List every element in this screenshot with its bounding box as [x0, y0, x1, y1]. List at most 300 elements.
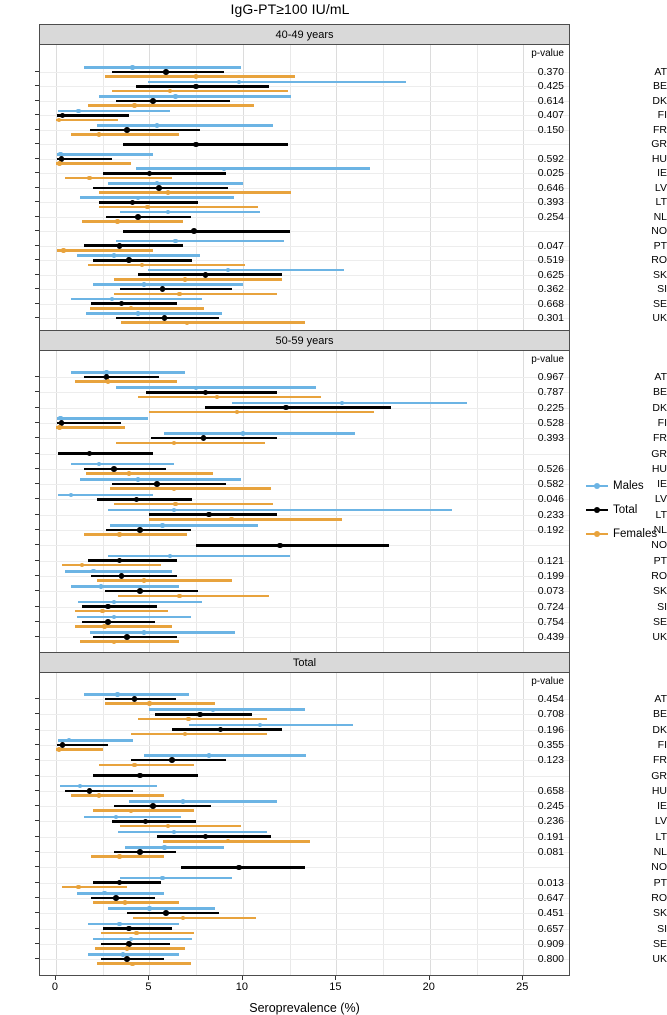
y-axis-tick [35, 805, 39, 806]
estimate-point-males [207, 753, 211, 757]
confidence-interval-males [144, 754, 307, 757]
y-axis-label-ie: IE [657, 167, 667, 180]
confidence-interval-total [103, 172, 226, 175]
grid-line-horizontal [40, 438, 569, 439]
estimate-point-females [185, 321, 189, 325]
confidence-interval-males [120, 877, 232, 880]
y-axis-tick [35, 636, 39, 637]
confidence-interval-females [93, 901, 179, 904]
y-axis-label-gr: GR [651, 138, 667, 151]
y-axis-label-at: AT [654, 371, 667, 383]
y-axis-label-fr: FR [653, 432, 667, 445]
confidence-interval-females [62, 564, 161, 567]
estimate-point-total [203, 834, 209, 840]
estimate-point-males [172, 830, 176, 834]
estimate-point-males [91, 569, 95, 573]
pvalue-cell: 0.657 [537, 922, 564, 935]
confidence-interval-total [196, 544, 389, 547]
y-axis-tick [35, 201, 39, 202]
estimate-point-males [258, 723, 262, 727]
confidence-interval-total [105, 698, 176, 701]
y-axis-tick [35, 407, 39, 408]
confidence-interval-females [97, 579, 232, 582]
legend-key-females-icon [586, 527, 608, 541]
x-axis-title: Seroprevalence (%) [249, 1001, 360, 1015]
estimate-point-total [203, 390, 209, 396]
confidence-interval-males [84, 693, 189, 696]
y-axis-label-no: NO [651, 861, 667, 874]
confidence-interval-males [232, 402, 468, 405]
estimate-point-males [160, 876, 164, 880]
estimate-point-males [142, 282, 146, 286]
y-axis-label-be: BE [652, 386, 667, 399]
x-axis-tick-label: 10 [235, 981, 248, 993]
y-axis-tick [35, 866, 39, 867]
estimate-point-females [123, 900, 127, 904]
pvalue-cell: 0.967 [537, 371, 564, 383]
pvalue-cell: 0.236 [537, 815, 564, 828]
y-axis-label-pt: PT [653, 239, 667, 252]
estimate-point-females [57, 425, 61, 429]
panel-50-59-years [39, 330, 570, 654]
y-axis-label-dk: DK [652, 401, 667, 414]
estimate-point-females [102, 624, 106, 628]
y-axis-label-fr: FR [653, 123, 667, 136]
y-axis-label-no: NO [651, 225, 667, 238]
legend-label-males: Males [613, 480, 644, 492]
y-axis-label-sk: SK [652, 907, 667, 920]
estimate-point-females [57, 161, 61, 165]
estimate-point-females [115, 219, 119, 223]
estimate-point-total [277, 543, 283, 549]
estimate-point-total [236, 865, 242, 871]
y-axis-label-fi: FI [657, 416, 667, 429]
confidence-interval-males [71, 463, 174, 466]
estimate-point-females [183, 277, 187, 281]
pvalue-cell: 0.526 [537, 462, 564, 475]
confidence-interval-females [114, 278, 282, 281]
estimate-point-total [218, 727, 224, 733]
x-axis-tick [55, 976, 56, 980]
confidence-interval-females [99, 206, 258, 209]
x-axis-tick-label: 0 [51, 981, 59, 993]
estimate-point-females [129, 306, 133, 310]
estimate-point-total [137, 773, 143, 779]
y-axis-tick [35, 143, 39, 144]
y-axis-tick [35, 114, 39, 115]
y-axis-label-si: SI [657, 600, 667, 613]
y-axis-tick [35, 882, 39, 883]
y-axis-label-lt: LT [655, 830, 667, 843]
confidence-interval-total [105, 590, 198, 593]
y-axis-tick [35, 514, 39, 515]
y-axis-label-sk: SK [652, 268, 667, 281]
confidence-interval-total [90, 129, 200, 132]
confidence-interval-females [84, 533, 187, 536]
estimate-point-total [150, 98, 156, 104]
pvalue-cell: 0.233 [537, 508, 564, 521]
confidence-interval-total [93, 774, 198, 777]
estimate-point-females [61, 248, 65, 252]
grid-line-horizontal [40, 515, 569, 516]
confidence-interval-females [105, 75, 296, 78]
confidence-interval-males [88, 923, 180, 926]
confidence-interval-males [77, 892, 165, 895]
confidence-interval-males [93, 283, 243, 286]
y-axis-tick [35, 836, 39, 837]
y-axis-label-hu: HU [651, 152, 667, 165]
estimate-point-females [186, 717, 190, 721]
pvalue-cell: 0.199 [537, 569, 564, 582]
estimate-point-females [125, 946, 129, 950]
confidence-interval-females [75, 625, 172, 628]
estimate-point-total [137, 527, 143, 533]
estimate-point-females [183, 732, 187, 736]
confidence-interval-females [163, 840, 311, 843]
confidence-interval-females [116, 442, 266, 445]
y-axis-tick [35, 590, 39, 591]
estimate-point-females [147, 701, 151, 705]
estimate-point-males [241, 431, 245, 435]
y-axis-label-lt: LT [655, 508, 667, 521]
confidence-interval-total [101, 943, 170, 946]
estimate-point-total [117, 243, 123, 249]
legend-key-males-icon [586, 479, 608, 493]
pvalue-cell: 0.800 [537, 953, 564, 966]
y-axis-tick [35, 187, 39, 188]
estimate-point-females [112, 640, 116, 644]
estimate-point-total [124, 956, 130, 962]
pvalue-cell: 0.647 [537, 891, 564, 904]
grid-line-horizontal [40, 714, 569, 715]
confidence-interval-males [164, 432, 355, 435]
confidence-interval-males [90, 631, 236, 634]
estimate-point-females [80, 563, 84, 567]
y-axis-tick [35, 943, 39, 944]
estimate-point-males [155, 123, 159, 127]
legend-label-females: Females [613, 528, 658, 540]
confidence-interval-males [116, 386, 316, 389]
confidence-interval-total [91, 302, 177, 305]
estimate-point-males [168, 554, 172, 558]
y-axis-tick [35, 560, 39, 561]
grid-line-horizontal [40, 275, 569, 276]
grid-line-horizontal [40, 837, 569, 838]
y-axis-label-ro: RO [651, 569, 667, 582]
estimate-point-total [119, 573, 125, 579]
confidence-interval-total [127, 912, 219, 915]
y-axis-label-nl: NL [653, 524, 667, 536]
confidence-interval-males [77, 616, 191, 619]
confidence-interval-females [95, 947, 185, 950]
estimate-point-total [163, 69, 169, 75]
confidence-interval-total [57, 422, 121, 425]
estimate-point-total [117, 880, 123, 886]
estimate-point-females [235, 410, 239, 414]
confidence-interval-total [155, 713, 252, 716]
x-axis-tick [335, 976, 336, 980]
confidence-interval-females [149, 518, 342, 521]
y-axis-tick [35, 274, 39, 275]
y-axis-tick [35, 498, 39, 499]
estimate-point-females [117, 532, 121, 536]
estimate-point-males [194, 386, 198, 390]
y-axis-label-nl: NL [653, 846, 667, 858]
estimate-point-total [206, 512, 212, 518]
confidence-interval-females [105, 702, 215, 705]
x-axis-tick [522, 976, 523, 980]
y-axis-tick [35, 317, 39, 318]
estimate-point-males [340, 401, 344, 405]
y-axis-tick [35, 544, 39, 545]
pvalue-cell: 0.073 [537, 585, 564, 598]
estimate-point-females [229, 517, 233, 521]
estimate-point-males [112, 253, 116, 257]
pvalue-cell: 0.708 [537, 708, 564, 721]
estimate-point-females [215, 395, 219, 399]
estimate-point-males [136, 311, 140, 315]
pvalue-cell: 0.425 [537, 80, 564, 93]
y-axis-label-ie: IE [657, 800, 667, 813]
y-axis-tick [35, 851, 39, 852]
confidence-interval-females [56, 748, 102, 751]
estimate-point-females [106, 379, 110, 383]
y-axis-tick [35, 820, 39, 821]
confidence-interval-females [149, 411, 373, 414]
panel-body [40, 673, 569, 975]
estimate-point-total [197, 712, 203, 718]
x-axis-tick [429, 976, 430, 980]
confidence-interval-total [97, 498, 192, 501]
confidence-interval-females [110, 487, 271, 490]
pvalue-cell: 0.393 [537, 432, 564, 445]
estimate-point-males [130, 65, 134, 69]
confidence-interval-females [91, 855, 164, 858]
confidence-interval-females [121, 321, 304, 324]
estimate-point-total [137, 588, 143, 594]
estimate-point-females [127, 471, 131, 475]
confidence-interval-males [84, 816, 181, 819]
estimate-point-males [142, 630, 146, 634]
estimate-point-total [163, 910, 169, 916]
y-axis-label-lt: LT [655, 196, 667, 209]
confidence-interval-total [114, 851, 176, 854]
x-axis-tick-label: 25 [516, 981, 529, 993]
confidence-interval-males [60, 785, 157, 788]
estimate-point-total [283, 405, 289, 411]
confidence-interval-males [189, 724, 353, 727]
y-axis-tick [35, 698, 39, 699]
confidence-interval-females [99, 191, 292, 194]
confidence-interval-males [108, 182, 243, 185]
confidence-interval-males [77, 254, 200, 257]
panel-40-49-years [39, 24, 570, 332]
estimate-point-females [129, 809, 133, 813]
y-axis-label-at: AT [654, 693, 667, 705]
confidence-interval-females [138, 718, 267, 721]
y-axis-tick [35, 259, 39, 260]
y-axis-label-fi: FI [657, 738, 667, 751]
y-axis-label-uk: UK [652, 312, 667, 325]
y-axis-tick [35, 288, 39, 289]
confidence-interval-males [71, 585, 179, 588]
confidence-interval-males [88, 953, 180, 956]
y-axis-tick [35, 958, 39, 959]
confidence-interval-females [118, 595, 269, 598]
confidence-interval-total [103, 927, 172, 930]
grid-line-horizontal [40, 86, 569, 87]
confidence-interval-total [181, 866, 304, 869]
y-axis-tick [35, 100, 39, 101]
estimate-point-females [181, 916, 185, 920]
y-axis-label-ro: RO [651, 254, 667, 267]
estimate-point-males [237, 80, 241, 84]
pvalue-cell: 0.454 [537, 693, 564, 705]
estimate-point-females [132, 763, 136, 767]
confidence-interval-total [57, 114, 129, 117]
y-axis-tick [35, 129, 39, 130]
estimate-point-females [132, 103, 136, 107]
confidence-interval-total [91, 575, 177, 578]
pvalue-cell: 0.121 [537, 554, 564, 567]
estimate-point-males [136, 477, 140, 481]
estimate-point-males [102, 891, 106, 895]
pvalue-cell: 0.393 [537, 196, 564, 209]
estimate-point-males [115, 692, 119, 696]
y-axis-tick [35, 468, 39, 469]
estimate-point-total [87, 788, 93, 794]
confidence-interval-total [91, 897, 155, 900]
estimate-point-total [117, 558, 123, 564]
confidence-interval-total [172, 728, 282, 731]
y-axis-tick [35, 775, 39, 776]
estimate-point-total [126, 257, 132, 263]
y-axis-label-gr: GR [651, 447, 667, 460]
estimate-point-total [134, 497, 140, 503]
confidence-interval-females [56, 426, 125, 429]
estimate-point-total [119, 301, 125, 307]
confidence-interval-males [99, 95, 292, 98]
confidence-interval-total [84, 376, 159, 379]
estimate-point-total [105, 604, 111, 610]
y-axis-tick [35, 912, 39, 913]
pvalue-cell: 0.668 [537, 297, 564, 310]
estimate-point-females [166, 824, 170, 828]
confidence-interval-females [112, 90, 288, 93]
estimate-point-females [97, 132, 101, 136]
pvalue-cell: 0.192 [537, 524, 564, 536]
y-axis-label-dk: DK [652, 94, 667, 107]
y-axis-tick [35, 897, 39, 898]
confidence-interval-females [56, 119, 117, 122]
pvalue-cell: 0.123 [537, 754, 564, 767]
estimate-point-total [162, 315, 168, 321]
estimate-point-total [193, 142, 199, 148]
confidence-interval-females [101, 932, 194, 935]
confidence-interval-males [97, 124, 273, 127]
confidence-interval-females [62, 886, 127, 889]
confidence-interval-males [149, 708, 304, 711]
estimate-point-males [97, 462, 101, 466]
confidence-interval-total [116, 100, 230, 103]
grid-line-horizontal [40, 392, 569, 393]
confidence-interval-total [99, 201, 198, 204]
y-axis-tick [35, 71, 39, 72]
pvalue-cell: 0.528 [537, 416, 564, 429]
confidence-interval-females [114, 293, 277, 296]
pvalue-cell: 0.013 [537, 876, 564, 889]
legend-key-total-icon [586, 503, 608, 517]
confidence-interval-females [56, 162, 130, 165]
estimate-point-males [173, 94, 177, 98]
legend-label-total: Total [613, 504, 638, 516]
confidence-interval-females [65, 177, 172, 180]
confidence-interval-females [114, 503, 273, 506]
grid-line-horizontal [40, 913, 569, 914]
pvalue-cell: 0.592 [537, 152, 564, 165]
estimate-point-total [132, 696, 138, 702]
confidence-interval-females [86, 472, 213, 475]
estimate-point-total [154, 481, 160, 487]
confidence-interval-males [78, 601, 201, 604]
estimate-point-males [117, 922, 121, 926]
estimate-point-males [78, 784, 82, 788]
confidence-interval-total [131, 759, 226, 762]
y-axis-tick [35, 529, 39, 530]
confidence-interval-females [138, 396, 321, 399]
y-axis-tick [35, 928, 39, 929]
pvalue-cell: 0.301 [537, 312, 564, 325]
pvalue-column-header: p-value [531, 676, 564, 687]
y-axis-tick [35, 759, 39, 760]
estimate-point-females [57, 118, 61, 122]
estimate-point-total [113, 895, 119, 901]
y-axis-label-uk: UK [652, 631, 667, 644]
estimate-point-total [135, 214, 141, 220]
y-axis-label-lv: LV [654, 493, 667, 506]
y-axis-label-lv: LV [654, 815, 667, 828]
estimate-point-females [57, 747, 61, 751]
confidence-interval-total [205, 406, 390, 409]
y-axis-tick [35, 245, 39, 246]
confidence-interval-total [65, 790, 132, 793]
pvalue-cell: 0.451 [537, 907, 564, 920]
confidence-interval-females [97, 962, 190, 965]
grid-line-horizontal [40, 730, 569, 731]
pvalue-cell: 0.519 [537, 254, 564, 267]
confidence-interval-total [82, 605, 157, 608]
y-axis-label-hu: HU [651, 784, 667, 797]
estimate-point-males [166, 210, 170, 214]
confidence-interval-males [71, 298, 202, 301]
estimate-point-males [147, 906, 151, 910]
confidence-interval-total [93, 636, 177, 639]
estimate-point-males [112, 615, 116, 619]
confidence-interval-males [65, 570, 172, 573]
estimate-point-males [181, 799, 185, 803]
confidence-interval-males [86, 312, 222, 315]
pvalue-cell: 0.245 [537, 800, 564, 813]
pvalue-cell: 0.724 [537, 600, 564, 613]
estimate-point-females [134, 931, 138, 935]
grid-line-horizontal [40, 760, 569, 761]
y-axis-label-se: SE [652, 615, 667, 628]
confidence-interval-males [80, 478, 241, 481]
y-axis-tick [35, 230, 39, 231]
x-axis-tick [148, 976, 149, 980]
estimate-point-total [130, 200, 136, 206]
estimate-point-total [60, 113, 66, 119]
